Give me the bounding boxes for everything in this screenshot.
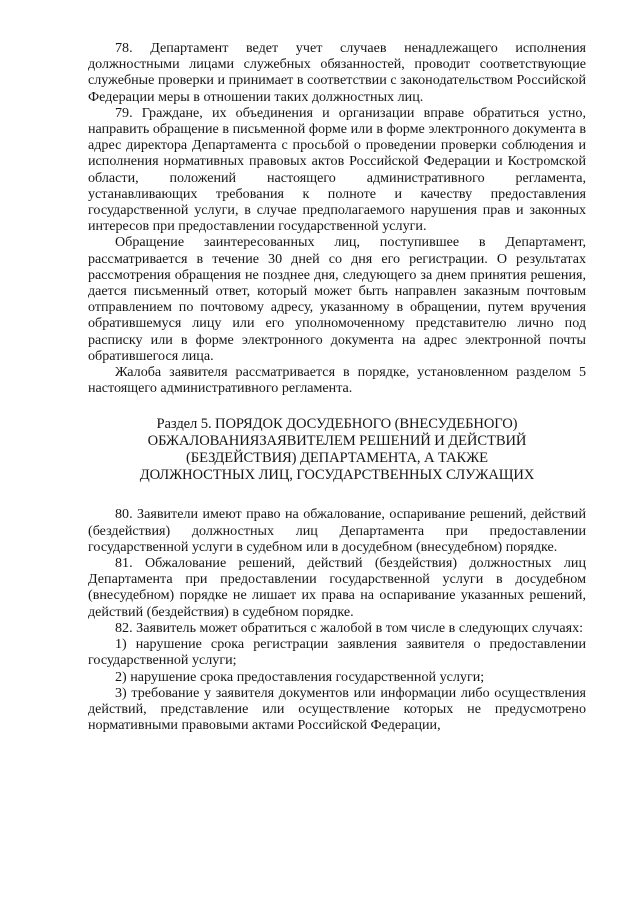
- heading-line-2: ОБЖАЛОВАНИЯЗАЯВИТЕЛЕМ РЕШЕНИЙ И ДЕЙСТВИЙ: [147, 433, 527, 450]
- heading-line-3: (БЕЗДЕЙСТВИЯ) ДЕПАРТАМЕНТА, А ТАКЖЕ: [186, 450, 488, 467]
- list-item-2: 2) нарушение срока предоставления государственной услуги;: [115, 668, 485, 685]
- paragraph-81: 81. Обжалование решений, действий (бездействия) должностных лиц Департамента при предоставлении государственной услуги в досудебном (внесудебном) порядке не лишает их права на оспаривание указанных решений, действий (бездействия) в судебном порядке.: [88, 555, 586, 620]
- paragraph-78: 78. Департамент ведет учет случаев ненадлежащего исполнения должностными лицами служебных обязанностей, проводит соответствующие служебные проверки и принимает в соответствии с законодательством Российской Федерации меры в отношении таких должностных лиц.: [88, 40, 586, 105]
- heading-line-1: Раздел 5. ПОРЯДОК ДОСУДЕБНОГО (ВНЕСУДЕБНОГО): [156, 416, 518, 433]
- document-body: [88, 40, 586, 733]
- section-5-heading: [88, 416, 586, 484]
- paragraph-complaint-order: Жалоба заявителя рассматривается в порядке, установленном разделом 5 настоящего административного регламента.: [88, 364, 586, 397]
- list-item-1: 1) нарушение срока регистрации заявления заявителя о предоставлении государственной услуги;: [88, 636, 586, 669]
- paragraph-80: 80. Заявители имеют право на обжалование, оспаривание решений, действий (бездействия) должностных лиц Департамента при предоставлении государственной услуги в судебном или в досудебном (внесудебном) порядке.: [88, 506, 586, 555]
- heading-line-4: ДОЛЖНОСТНЫХ ЛИЦ, ГОСУДАРСТВЕННЫХ СЛУЖАЩИХ: [139, 467, 535, 484]
- paragraph-appeal-review: Обращение заинтересованных лиц, поступившее в Департамент, рассматривается в течение 30 дней со дня его регистрации. О результатах рассмотрения обращения не позднее дня, следующего за днем принятия решения, дается письменный ответ, который может быть направлен заказным почтовым отправлением по почтовому адресу, указанному в обращении, путем вручения обратившемуся лицу или его уполномоченному представителю лично под расписку или в форме электронного документа на адрес электронной почты обратившегося лица.: [88, 234, 586, 364]
- paragraph-82: 82. Заявитель может обратиться с жалобой в том числе в следующих случаях:: [115, 619, 584, 636]
- paragraph-79: 79. Граждане, их объединения и организации вправе обратиться устно, направить обращение в письменной форме или в форме электронного документа в адрес директора Департамента с просьбой о проведении проверки соблюдения и исполнения нормативных правовых актов Российской Федерации и Костромской области, положений настоящего административного регламента, устанавливающих требования к полноте и качеству предоставления государственной услуги, в случае предполагаемого нарушения прав и законных интересов при предоставлении государственной услуги.: [88, 104, 586, 235]
- list-item-3: 3) требование у заявителя документов или информации либо осуществления действий, представление или осуществление которых не предусмотрено нормативными правовыми актами Российской Федерации,: [88, 684, 586, 734]
